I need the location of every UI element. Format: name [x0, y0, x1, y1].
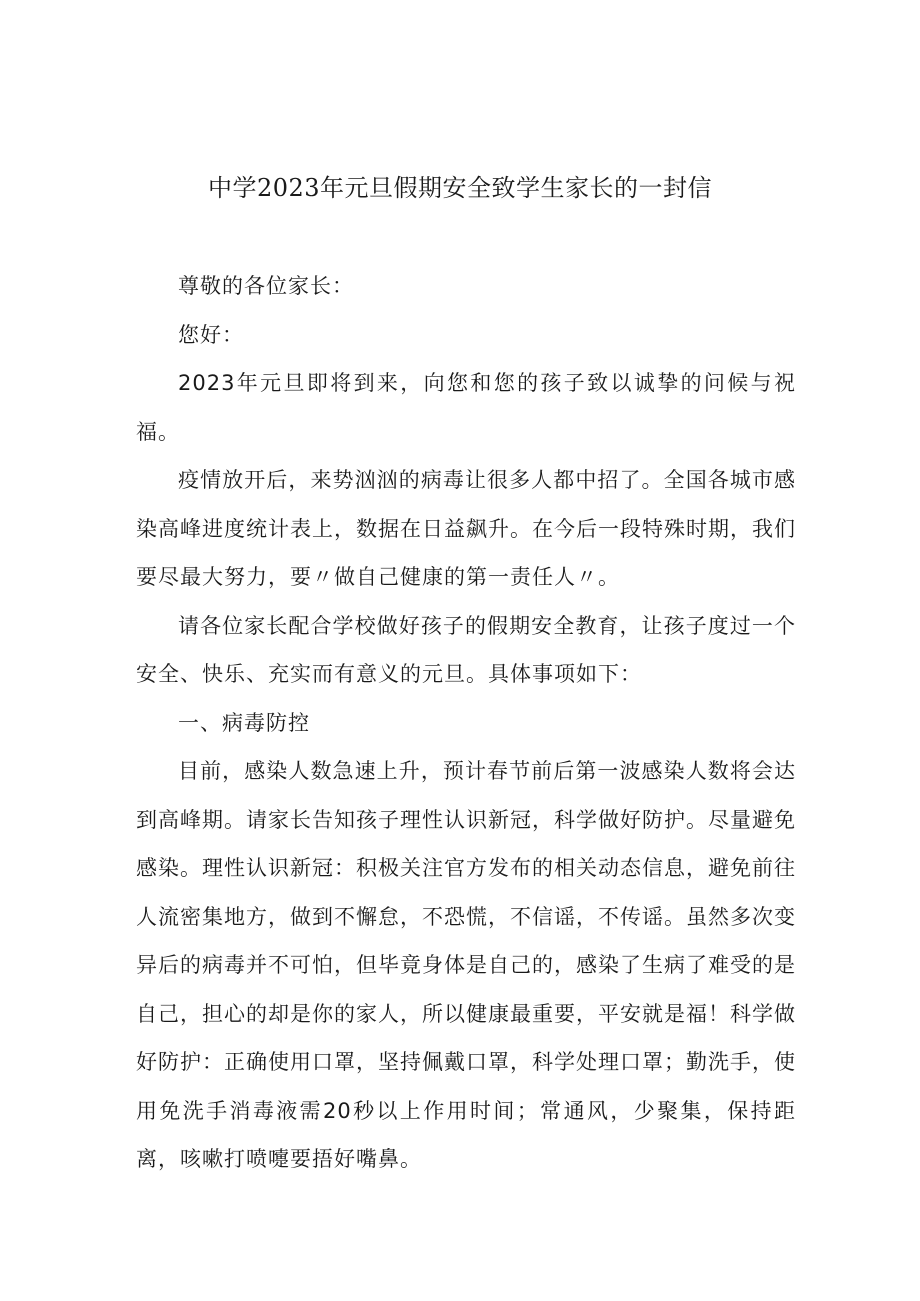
letter-body	[136, 262, 796, 1184]
salutation: 尊敬的各位家长：	[178, 274, 354, 298]
greeting: 您好：	[178, 322, 244, 347]
paragraph-epidemic: 疫情放开后，来势汹汹的病毒让很多人都中招了。全国各城市感染高峰进度统计表上，数据在日益飙升。在今后一段特殊时期，我们要尽最大努力，要〃做自己健康的第一责任人〃。	[136, 468, 796, 589]
paragraph-virus-control: 目前，感染人数急速上升，预计春节前后第一波感染人数将会达到高峰期。请家长告知孩子理性认识新冠，科学做好防护。尽量避免感染。理性认识新冠：积极关注官方发布的相关动态信息，避免前往人流密集地方，做到不懈怠，不恐慌，不信谣，不传谣。虽然多次变异后的病毒并不可怕，但毕竟身体是自己的，感染了生病了难受的是自己，担心的却是你的家人，所以健康最重要，平安就是福！科学做好防护：正确使用口罩，坚持佩戴口罩，科学处理口罩；勤洗手，使用免洗手消毒液需20秒以上作用时间；常通风，少聚集，保持距离，咳嗽打喷嚏要捂好嘴鼻。	[136, 759, 796, 1171]
document-title: 中学2023年元旦假期安全致学生家长的一封信	[207, 174, 713, 202]
paragraph-new-year: 2023年元旦即将到来，向您和您的孩子致以诚挚的问候与祝福。	[136, 371, 796, 444]
paragraph-request: 请各位家长配合学校做好孩子的假期安全教育，让孩子度过一个安全、快乐、充实而有意义的元旦。具体事项如下：	[136, 613, 796, 686]
section-heading-virus-control: 一、病毒防控	[178, 710, 310, 735]
